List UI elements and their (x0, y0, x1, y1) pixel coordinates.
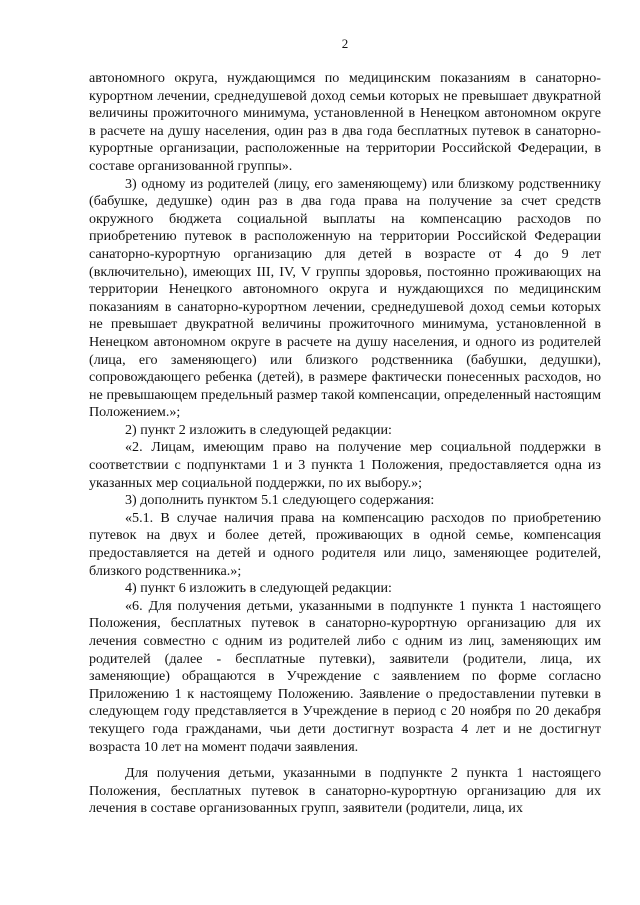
paragraph-continuation: автономного округа, нуждающимся по медицинским показаниям в санаторно-курортном лечении, среднедушевой доход семьи которых не превышает двукратной величины прожиточного минимума, установленной в Ненецком автономном округе в расчете на душу населения, один раз в два года бесплатных путевок в санаторно-курортные организации, расположенные на территории Российской Федерации, в составе организованной группы». (89, 70, 601, 174)
paragraph-amend-point-6: 4) пункт 6 изложить в следующей редакции: (125, 580, 392, 597)
paragraph-add-point-5-1: 3) дополнить пунктом 5.1 следующего содержания: (125, 492, 435, 509)
paragraph-point-2-text: «2. Лицам, имеющим право на получение мер социальной поддержки в соответствии с подпунктами 1 и 3 пункта 1 Положения, предоставляется одна из указанных мер социальной поддержки, по их выбору.»; (89, 439, 601, 491)
paragraph-point-5-1-text: «5.1. В случае наличия права на компенсацию расходов по приобретению путевок на двух и более детей, проживающих в одной семье, компенсация предоставляется на детей и одного родителя или лицо, заменяющее родителей, близкого родственника.»; (89, 509, 601, 579)
paragraph-amend-point-2: 2) пункт 2 изложить в следующей редакции: (125, 421, 392, 438)
page-number: 2 (341, 36, 349, 51)
paragraph-point-6-text: «6. Для получения детьми, указанными в подпункте 1 пункта 1 настоящего Положения, бесплатных путевок в санаторно-курортную организацию для их лечения совместно с одним из родителей либо с одним из лиц, заменяющих им родителей (далее - бесплатные путевки), заявители (родители, лица, их заменяющие) обращаются в Учреждение с заявлением по форме согласно Приложению 1 к настоящему Положению. Заявление о предоставлении путевки в следующем году представляется в Учреждение в период с 20 ноября по 20 декабря текущего года гражданами, чьи дети достигнут возраста 4 лет и не достигнут возраста 10 лет на момент подачи заявления. (89, 597, 601, 755)
paragraph-item-3: 3) одному из родителей (лицу, его заменяющему) или близкому родственнику (бабушке, дедушке) один раз в два года права на получение за счет средств окружного бюджета социальной выплаты на компенсацию расходов по приобретению путевок в расположенную на территории Российской Федерации санаторно-курортную организацию для детей в возрасте от 4 до 9 лет (включительно), имеющих III, IV, V группы здоровья, постоянно проживающих на территории Ненецкого автономного округа и нуждающихся по медицинским показаниям в санаторно-курортном лечении, среднедушевой доход семьи которых не превышает двукратной величины прожиточного минимума, установленной в Ненецком автономном округе в расчете на душу населения, и одного из родителей (лица, его заменяющего) или близкого родственника (бабушки, дедушки), сопровождающего ребенка (детей), в размере фактически понесенных расходов, но не превышающем предельный размер такой компенсации, определенный настоящим Положением.»; (89, 175, 601, 421)
paragraph-point-6-continued: Для получения детьми, указанными в подпункте 2 пункта 1 настоящего Положения, бесплатных путевок в санаторно-курортную организацию для их лечения в составе организованных групп, заявители (родители, лица, их (89, 765, 601, 817)
document-page (89, 36, 601, 818)
